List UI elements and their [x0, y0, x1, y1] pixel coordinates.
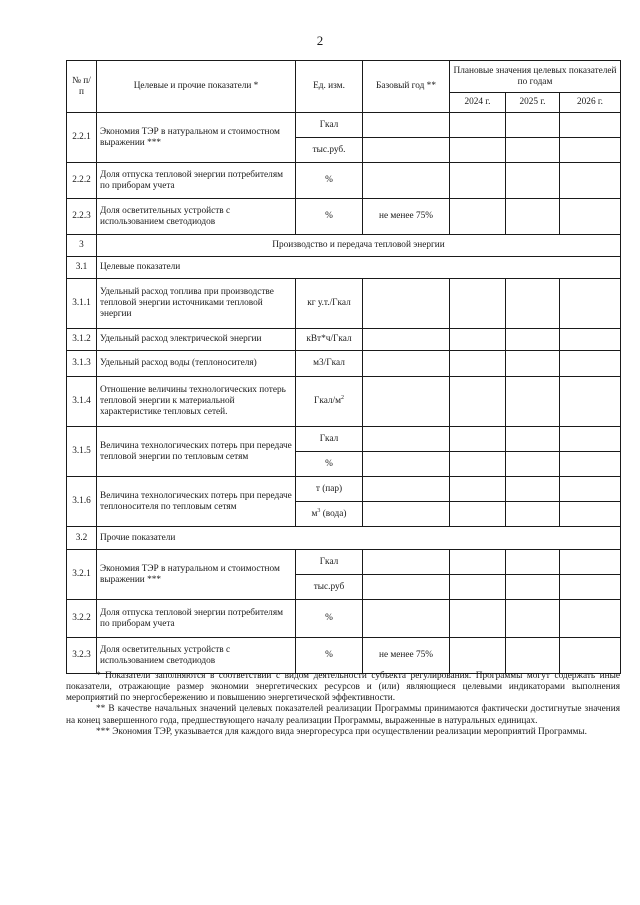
row-num: 3.1.1 — [67, 279, 97, 329]
row-name: Величина технологических потерь при передаче тепловой энергии по тепловым сетям — [97, 427, 296, 477]
value-cell — [450, 199, 506, 235]
value-cell — [450, 329, 506, 351]
value-cell — [450, 427, 506, 452]
value-cell — [450, 351, 506, 377]
header-year: 2024 г. — [450, 93, 506, 113]
row-name: Экономия ТЭР в натуральном и стоимостном выражении *** — [97, 550, 296, 600]
unit-text: м — [311, 508, 318, 519]
table-row — [67, 477, 621, 502]
value-cell — [560, 163, 621, 199]
value-cell — [450, 113, 506, 138]
section-num: 3.1 — [67, 257, 97, 279]
value-cell — [506, 638, 560, 674]
row-name: Отношение величины технологических потерь тепловой энергии к материальной характеристике тепловых сетей. — [97, 377, 296, 427]
section-title: Прочие показатели — [97, 527, 621, 550]
value-cell — [506, 199, 560, 235]
section-row — [67, 257, 621, 279]
value-cell — [450, 477, 506, 502]
row-unit: % — [296, 163, 363, 199]
row-num: 3.1.5 — [67, 427, 97, 477]
section-num: 3 — [67, 235, 97, 257]
table-row — [67, 600, 621, 638]
value-cell — [560, 575, 621, 600]
base-cell — [363, 377, 450, 427]
row-base: не менее 75% — [363, 638, 450, 674]
table-row — [67, 427, 621, 452]
value-cell — [450, 502, 506, 527]
base-cell — [363, 138, 450, 163]
table-row — [67, 550, 621, 575]
unit-superscript: 2 — [341, 395, 345, 402]
row-unit: % — [296, 452, 363, 477]
row-unit: тыс.руб. — [296, 138, 363, 163]
value-cell — [450, 452, 506, 477]
header-indicators: Целевые и прочие показатели * — [97, 61, 296, 113]
value-cell — [560, 638, 621, 674]
value-cell — [506, 279, 560, 329]
row-num: 3.1.2 — [67, 329, 97, 351]
header-row — [67, 61, 621, 93]
table-row — [67, 199, 621, 235]
header-unit: Ед. изм. — [296, 61, 363, 113]
value-cell — [506, 502, 560, 527]
row-unit: кВт*ч/Гкал — [296, 329, 363, 351]
value-cell — [506, 163, 560, 199]
unit-superscript: 3 — [317, 507, 321, 514]
header-base-year: Базовый год ** — [363, 61, 450, 113]
value-cell — [560, 329, 621, 351]
row-num: 3.2.2 — [67, 600, 97, 638]
row-num: 3.1.3 — [67, 351, 97, 377]
table-row — [67, 377, 621, 427]
value-cell — [506, 477, 560, 502]
header-planned: Плановые значения целевых показателей по годам — [450, 61, 621, 93]
value-cell — [506, 575, 560, 600]
value-cell — [560, 377, 621, 427]
header-year: 2026 г. — [560, 93, 621, 113]
row-num: 2.2.1 — [67, 113, 97, 163]
value-cell — [450, 138, 506, 163]
row-name: Величина технологических потерь при передаче теплоносителя по тепловым сетям — [97, 477, 296, 527]
value-cell — [450, 600, 506, 638]
table-row — [67, 279, 621, 329]
row-num: 2.2.3 — [67, 199, 97, 235]
value-cell — [560, 452, 621, 477]
row-name: Удельный расход топлива при производстве тепловой энергии источниками тепловой энергии — [97, 279, 296, 329]
base-cell — [363, 477, 450, 502]
footnote: * Показатели заполняются в соответствии с видом деятельности субъекта регулирования. Программы могут содержать иные показатели, отражающие размер экономии энергетических ресурсов и (или) являющиеся целевыми индикаторами выполнения мероприятий по энергосбережению и повышению энергетической эффективности. — [66, 671, 620, 704]
value-cell — [450, 638, 506, 674]
section-row — [67, 527, 621, 550]
base-cell — [363, 163, 450, 199]
footnote: ** В качестве начальных значений целевых показателей реализации Программы принимаются фактически достигнутые значения на конец завершенного года, предшествующего началу реализации Программы, выраженные в натуральных единицах. — [66, 704, 620, 726]
footnotes — [66, 671, 620, 738]
footnote: *** Экономия ТЭР, указывается для каждого вида энергоресурса при осуществлении реализации мероприятий Программы. — [96, 726, 587, 737]
table-row — [67, 638, 621, 674]
row-name: Удельный расход воды (теплоносителя) — [97, 351, 296, 377]
indicators-table — [66, 60, 621, 674]
row-unit — [296, 377, 363, 427]
value-cell — [560, 502, 621, 527]
base-cell — [363, 600, 450, 638]
row-unit: % — [296, 638, 363, 674]
value-cell — [560, 427, 621, 452]
value-cell — [450, 279, 506, 329]
base-cell — [363, 575, 450, 600]
value-cell — [560, 600, 621, 638]
value-cell — [506, 427, 560, 452]
table-row — [67, 351, 621, 377]
row-unit: Гкал — [296, 427, 363, 452]
row-unit: % — [296, 199, 363, 235]
base-cell — [363, 502, 450, 527]
value-cell — [560, 351, 621, 377]
row-base: не менее 75% — [363, 199, 450, 235]
value-cell — [506, 138, 560, 163]
row-name: Удельный расход электрической энергии — [97, 329, 296, 351]
section-title: Производство и передача тепловой энергии — [97, 235, 621, 257]
value-cell — [506, 452, 560, 477]
value-cell — [560, 113, 621, 138]
row-num: 3.2.3 — [67, 638, 97, 674]
row-num: 3.1.6 — [67, 477, 97, 527]
value-cell — [560, 477, 621, 502]
section-row — [67, 235, 621, 257]
header-num: № п/п — [67, 61, 97, 113]
base-cell — [363, 113, 450, 138]
row-unit: т (пар) — [296, 477, 363, 502]
row-name: Доля отпуска тепловой энергии потребителям по приборам учета — [97, 163, 296, 199]
value-cell — [450, 550, 506, 575]
row-name: Доля отпуска тепловой энергии потребителям по приборам учета — [97, 600, 296, 638]
value-cell — [560, 199, 621, 235]
table-row — [67, 329, 621, 351]
value-cell — [450, 163, 506, 199]
value-cell — [506, 600, 560, 638]
value-cell — [450, 377, 506, 427]
value-cell — [560, 550, 621, 575]
unit-text: Гкал/м — [313, 396, 342, 407]
row-name: Доля осветительных устройств с использованием светодиодов — [97, 638, 296, 674]
value-cell — [506, 113, 560, 138]
section-title: Целевые показатели — [97, 257, 621, 279]
table-row — [67, 163, 621, 199]
header-year: 2025 г. — [506, 93, 560, 113]
value-cell — [560, 138, 621, 163]
value-cell — [506, 377, 560, 427]
row-unit: кг у.т./Гкал — [296, 279, 363, 329]
value-cell — [506, 550, 560, 575]
value-cell — [560, 279, 621, 329]
row-unit: м3/Гкал — [296, 351, 363, 377]
page-number: 2 — [316, 33, 324, 48]
section-num: 3.2 — [67, 527, 97, 550]
row-unit — [296, 502, 363, 527]
value-cell — [506, 329, 560, 351]
row-num: 3.1.4 — [67, 377, 97, 427]
row-unit: % — [296, 600, 363, 638]
row-unit: Гкал — [296, 113, 363, 138]
base-cell — [363, 427, 450, 452]
row-unit: Гкал — [296, 550, 363, 575]
table-row — [67, 113, 621, 138]
base-cell — [363, 329, 450, 351]
base-cell — [363, 279, 450, 329]
row-name: Экономия ТЭР в натуральном и стоимостном выражении *** — [97, 113, 296, 163]
row-name: Доля осветительных устройств с использованием светодиодов — [97, 199, 296, 235]
unit-text: (вода) — [320, 508, 347, 519]
base-cell — [363, 452, 450, 477]
base-cell — [363, 550, 450, 575]
value-cell — [506, 351, 560, 377]
row-num: 2.2.2 — [67, 163, 97, 199]
value-cell — [450, 575, 506, 600]
row-unit: тыс.руб — [296, 575, 363, 600]
base-cell — [363, 351, 450, 377]
row-num: 3.2.1 — [67, 550, 97, 600]
